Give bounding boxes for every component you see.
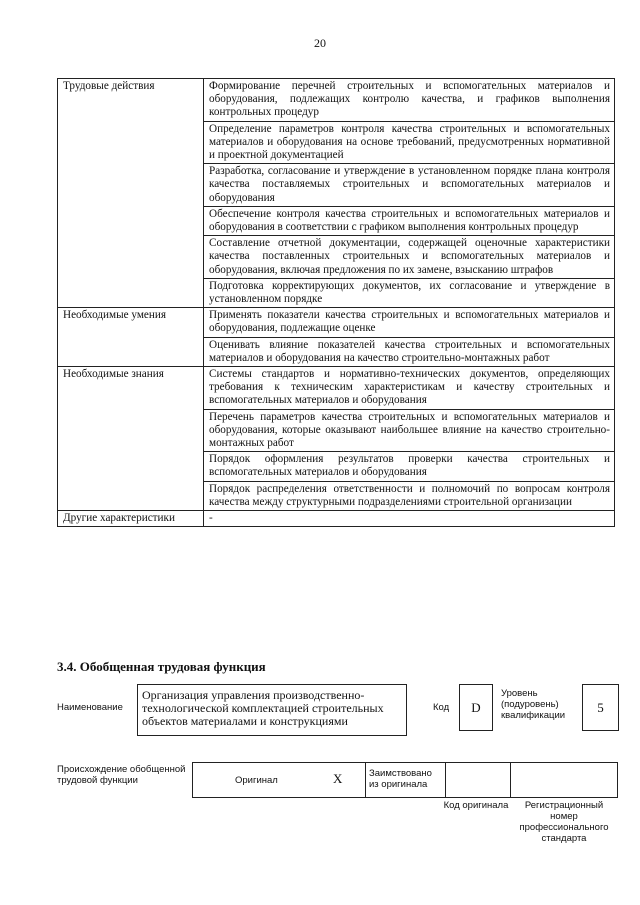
code-box xyxy=(459,684,493,731)
row-item: Подготовка корректирующих документов, их согласование и утверждение в установленном порядке xyxy=(204,278,615,307)
row-item: Порядок распределения ответственности и полномочий по вопросам контроля качества между структурными подразделениями строительной организации xyxy=(204,481,615,510)
row-item: Системы стандартов и нормативно-технических документов, определяющих требования к техническим характеристикам и качеству строительных и вспомогательных материалов и оборудования xyxy=(204,367,615,410)
function-name-value: Организация управления производственно-технологической комплектацией строительных объектов материалами и конструкциями xyxy=(142,688,384,728)
table-row xyxy=(58,79,615,122)
name-label: Наименование xyxy=(57,702,123,713)
level-label: Уровень (подуровень) квалификации xyxy=(501,688,566,721)
row-label: Необходимые умения xyxy=(58,308,204,367)
code-original-caption: Код оригинала xyxy=(443,800,509,811)
reg-number-caption: Регистрационный номер профессионального стандарта xyxy=(519,800,609,844)
row-label: Трудовые действия xyxy=(58,79,204,308)
work-function-table xyxy=(57,78,615,527)
row-item: Обеспечение контроля качества строительных и вспомогательных материалов и оборудования в соответствии с графиком выполнения контрольных процедур xyxy=(204,206,615,235)
origin-label: Происхождение обобщенной трудовой функции xyxy=(57,764,186,786)
original-label: Оригинал xyxy=(235,775,278,786)
row-label: Необходимые знания xyxy=(58,367,204,511)
original-mark: X xyxy=(333,771,343,786)
code-value: D xyxy=(471,699,481,715)
row-item: Оценивать влияние показателей качества строительных и вспомогательных материалов и оборудования на качество строительно-монтажных работ xyxy=(204,337,615,366)
function-name-box xyxy=(137,684,407,736)
page-number: 20 xyxy=(314,36,326,50)
origin-row xyxy=(192,762,618,798)
row-item: Определение параметров контроля качества строительных и вспомогательных материалов и оборудования на основе требований, предусмотренных нормативной и проектной документацией xyxy=(204,121,615,164)
code-label: Код xyxy=(433,702,450,713)
row-label: Другие характеристики xyxy=(58,511,204,527)
level-box xyxy=(582,684,619,731)
level-value: 5 xyxy=(597,699,604,715)
table-row xyxy=(58,511,615,527)
row-item: Перечень параметров качества строительных и вспомогательных материалов и оборудования, которые оказывают наибольшее влияние на качество строительно-монтажных работ xyxy=(204,409,615,452)
row-item: Составление отчетной документации, содержащей оценочные характеристики качества поставленных строительных и вспомогательных материалов и оборудования, включая предложения по их замене, взысканию штрафов xyxy=(204,236,615,279)
row-item: Применять показатели качества строительных и вспомогательных материалов и оборудования, подлежащие оценке xyxy=(204,308,615,337)
table-row xyxy=(58,308,615,337)
row-item: Порядок оформления результатов проверки качества строительных и вспомогательных материалов и оборудования xyxy=(204,452,615,481)
row-item: Разработка, согласование и утверждение в установленном порядке плана контроля качества поставляемых строительных и вспомогательных материалов и оборудования xyxy=(204,164,615,207)
section-title: 3.4. Обобщенная трудовая функция xyxy=(57,659,266,674)
row-item: Формирование перечней строительных и вспомогательных материалов и оборудования, подлежащих контролю качества, и графиков выполнения контрольных процедур xyxy=(204,79,615,122)
borrowed-label: Заимствовано из оригинала xyxy=(369,768,432,790)
table-row xyxy=(58,367,615,410)
row-item: - xyxy=(204,511,615,527)
